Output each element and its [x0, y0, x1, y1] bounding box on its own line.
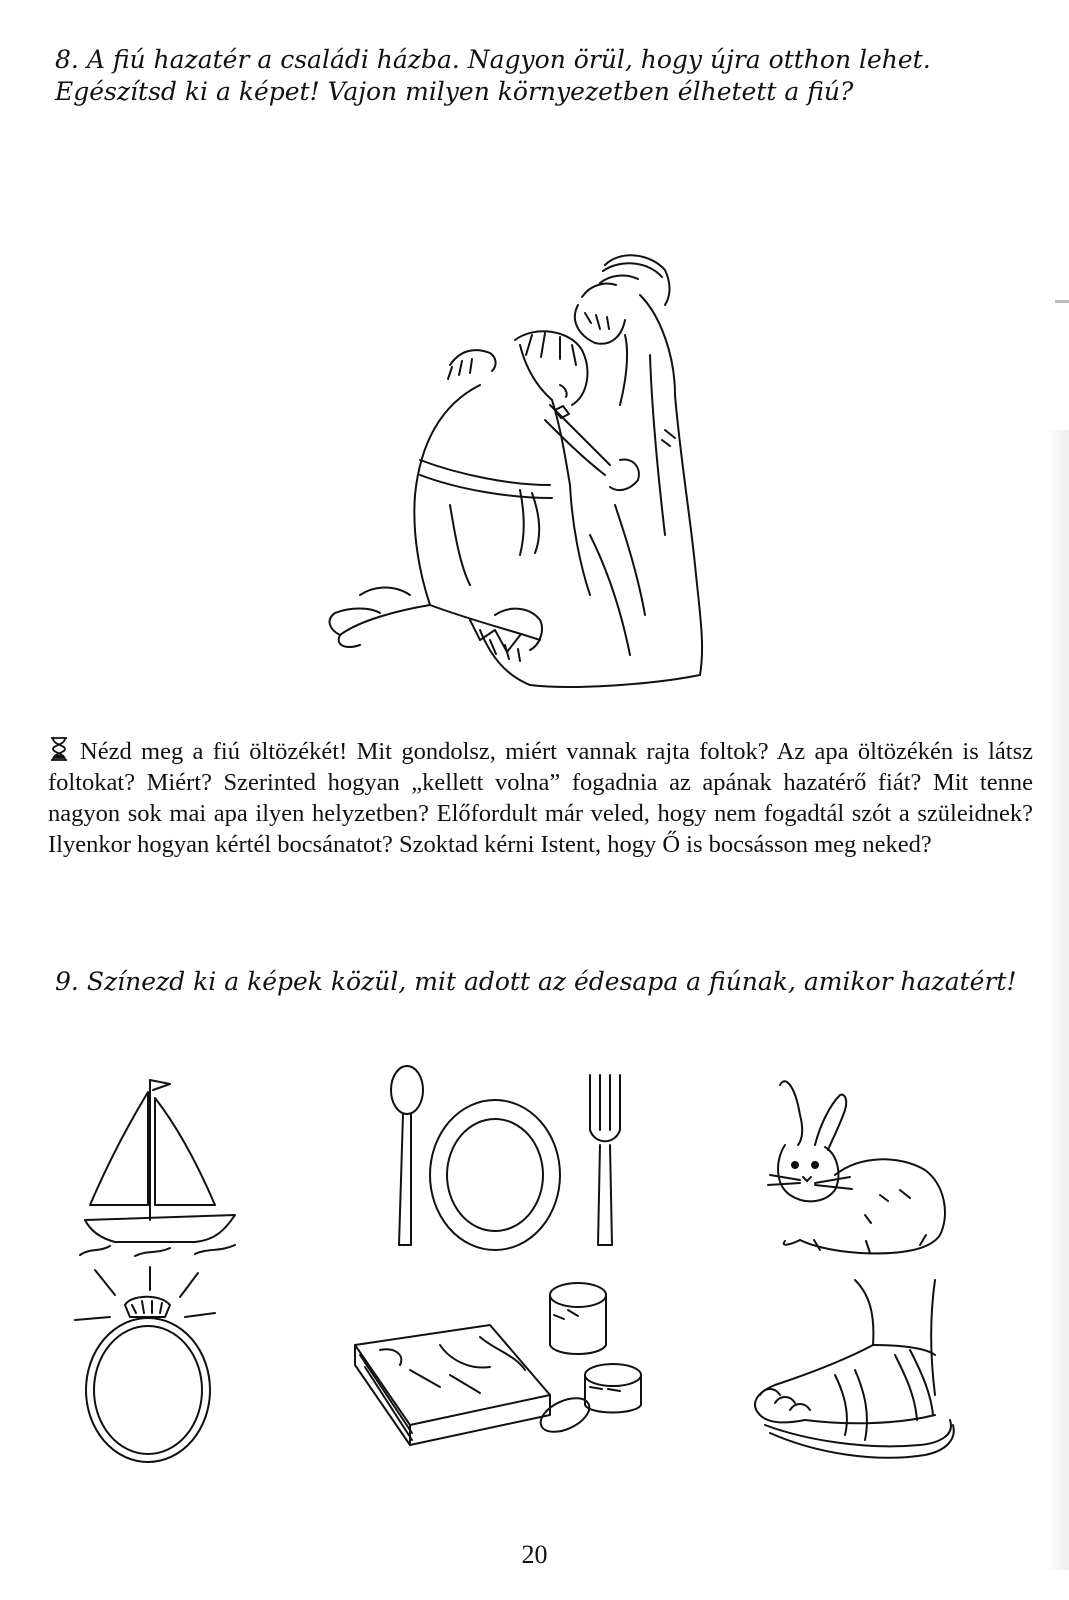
spoon-plate-fork-illustration[interactable]	[385, 1060, 635, 1260]
scan-edge-shade	[1047, 430, 1069, 1570]
task-8-text: A fiú hazatér a családi házba. Nagyon örül, hogy újra otthon lehet. Egészítsd ki a képet! Vajon milyen környezetben élhetett a fiú?	[55, 45, 931, 106]
hourglass-icon	[48, 736, 70, 762]
sandal-foot-illustration[interactable]	[745, 1275, 965, 1485]
task-9-number: 9.	[55, 967, 79, 996]
father-embracing-son-illustration	[320, 235, 730, 695]
task-9	[55, 966, 1030, 998]
ring-illustration[interactable]	[70, 1265, 220, 1480]
task-8	[55, 44, 1030, 108]
discussion-paragraph	[48, 736, 1033, 860]
discussion-text: Nézd meg a fiú öltözékét! Mit gondolsz, miért vannak rajta foltok? Az apa öltözékén is látsz foltokat? Miért? Szerinted hogyan „kellett volna” fogadnia az apának hazatérő fiát? Mit tenne nagyon sok mai apa ilyen helyzetben? Előfordult már veled, hogy nem fogadtál szót a szüleidnek? Ilyenkor hogyan kértél bocsánatot? Szoktad kérni Istent, hogy Ő is bocsásson meg neked?	[48, 738, 1033, 858]
rabbit-illustration[interactable]	[760, 1065, 960, 1265]
money-and-coins-illustration[interactable]	[350, 1275, 650, 1475]
sailboat-illustration[interactable]	[75, 1070, 245, 1260]
task-9-text: Színezd ki a képek közül, mit adott az édesapa a fiúnak, amikor hazatért!	[86, 967, 1017, 996]
page-number: 20	[521, 1540, 548, 1569]
task-8-number: 8.	[55, 45, 79, 74]
scan-edge-mark	[1055, 300, 1069, 303]
